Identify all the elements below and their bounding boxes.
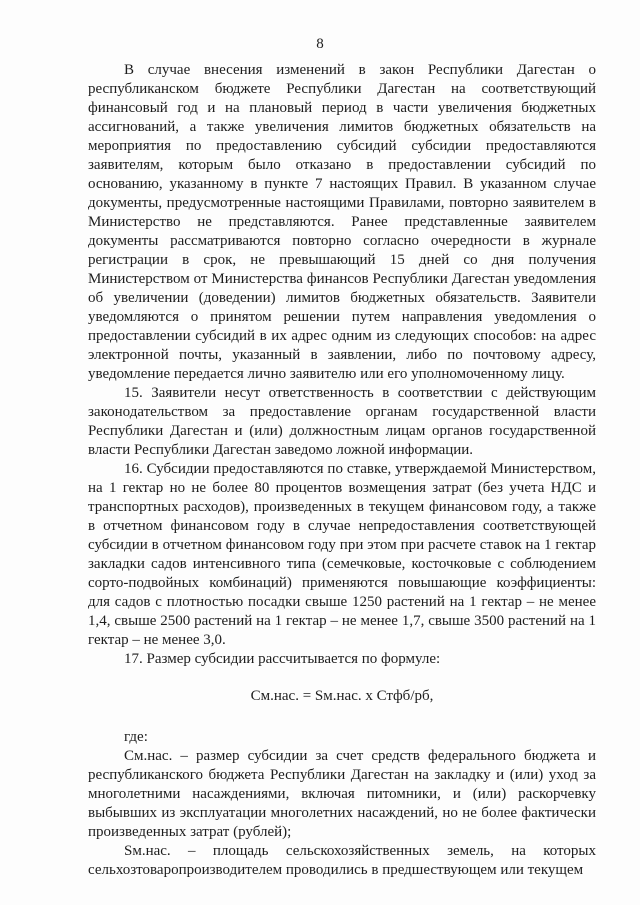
paragraph-amendment-clause: В случае внесения изменений в закон Республики Дагестан о республиканском бюджете Республики Дагестан на соответствующий финансовый год и на плановый период в части увеличения бюджетных ассигнований, а также увеличения лимитов бюджетных обязательств на мероприятия по предоставлению субсидий субсидии предоставляются заявителям, которым было отказано в предоставлении субсидий по основанию, указанному в пункте 7 настоящих Правил. В указанном случае документы, предусмотренные настоящими Правилами, повторно заявителем в Министерство не представляются. Ранее представленные заявителем документы рассматриваются повторно согласно очередности в журнале регистрации в срок, не превышающий 15 дней со дня получения Министерством от Министерства финансов Республики Дагестан уведомления об увеличении (доведении) лимитов бюджетных обязательств. Заявители уведомляются о принятом решении путем направления уведомления о предоставлении субсидий в их адрес одним из следующих способов: на адрес электронной почты, указанный в заявлении, либо по почтовому адресу, уведомление передается лично заявителю или его уполномоченному лицу. — [88, 62, 596, 382]
paragraph-17-formula-intro: 17. Размер субсидии рассчитывается по формуле: — [124, 651, 441, 667]
document-body — [88, 61, 596, 880]
page-number: 8 — [316, 36, 324, 52]
definition-subsidy-amount: См.нас. – размер субсидии за счет средств федерального бюджета и республиканского бюджета Республики Дагестан на закладку и (или) уход за многолетними насаждениями, включая питомники, и (или) раскорчевку выбывших из эксплуатации многолетних насаждений, но не более фактически произведенных затрат (рублей); — [88, 748, 596, 840]
where-label: где: — [124, 729, 148, 745]
paragraph-16-subsidy-rate: 16. Субсидии предоставляются по ставке, утверждаемой Министерством, на 1 гектар но не более 80 процентов возмещения затрат (без учета НДС и транспортных расходов), произведенных в текущем финансовом году, а также в отчетном финансовом году в случае непредоставления соответствующей субсидии в отчетном финансовом году при этом при расчете ставок на 1 гектар закладки садов интенсивного типа (семечковые, косточковые с соблюдением сорто-подвойных комбинаций) применяются повышающие коэффициенты: для садов с плотностью посадки свыше 1250 растений на 1 гектар – не менее 1,4, свыше 2500 растений на 1 гектар – не менее 1,7, свыше 3500 растений на 1 гектар – не менее 3,0. — [88, 461, 596, 648]
subsidy-formula: См.нас. = Sм.нас. х Стфб/рб, — [250, 688, 434, 704]
paragraph-15-responsibility: 15. Заявители несут ответственность в соответствии с действующим законодательством за предоставление органам государственной власти Республики Дагестан и (или) должностным лицам органов государственной власти Республики Дагестан заведомо ложной информации. — [88, 385, 596, 458]
definition-area: Sм.нас. – площадь сельскохозяйственных земель, на которых сельхозтоваропроизводителем проводились в предшествующем или текущем — [88, 843, 596, 878]
